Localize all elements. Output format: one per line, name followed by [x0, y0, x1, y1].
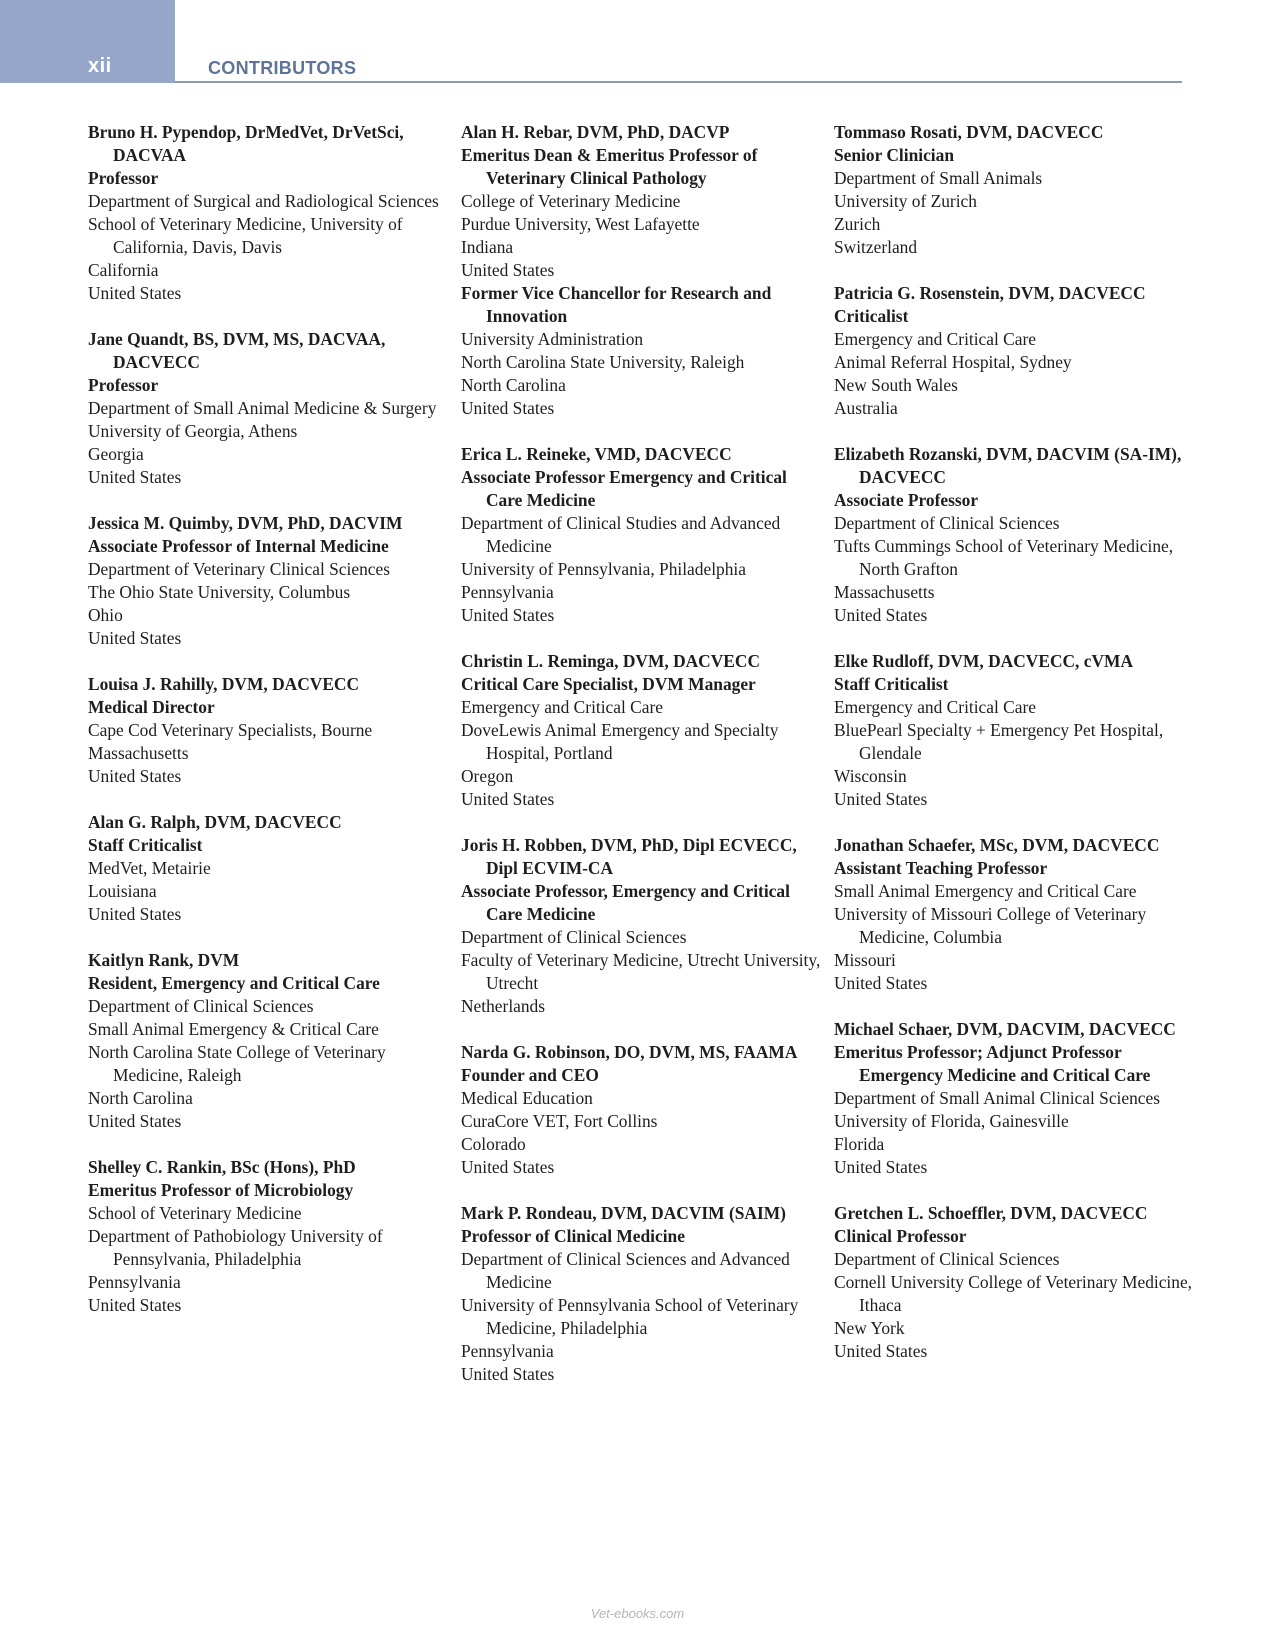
contributor-name: Michael Schaer, DVM, DACVIM, DACVECC — [834, 1019, 1176, 1039]
contributor-affiliation: United States — [834, 789, 928, 809]
contributor-entry — [88, 121, 453, 305]
contributor-affiliation: Cape Cod Veterinary Specialists, Bourne — [88, 720, 373, 740]
contributor-affiliation: Zurich — [834, 214, 881, 234]
contributor-affiliation: Ohio — [88, 605, 123, 625]
contributor-entry — [834, 834, 1199, 995]
contributor-affiliation: New York — [834, 1318, 905, 1338]
contributor-affiliation: Indiana — [461, 237, 514, 257]
contributor-affiliation: United States — [88, 1295, 182, 1315]
contributor-affiliation: Department of Small Animals — [834, 168, 1043, 188]
contributor-affiliation: United States — [834, 1157, 928, 1177]
contributor-affiliation: United States — [461, 398, 555, 418]
contributor-affiliation: Massachusetts — [834, 582, 935, 602]
contributor-affiliation: University of Pennsylvania School of Veterinary Medicine, Philadelphia — [461, 1295, 799, 1338]
contributor-position: Emeritus Professor of Microbiology — [88, 1180, 354, 1200]
contributor-entry — [461, 834, 826, 1018]
contributor-entry — [461, 650, 826, 811]
contributor-entry — [834, 443, 1199, 627]
contributor-position: Resident, Emergency and Critical Care — [88, 973, 380, 993]
contributor-affiliation: Emergency and Critical Care — [461, 697, 664, 717]
contributor-entry — [88, 949, 453, 1133]
contributor-entry — [834, 282, 1199, 420]
contributor-affiliation: DoveLewis Animal Emergency and Specialty Hospital, Portland — [461, 720, 779, 763]
contributor-affiliation: Tufts Cummings School of Veterinary Medicine, North Grafton — [834, 536, 1174, 579]
contributor-affiliation: Pennsylvania — [461, 582, 554, 602]
contributor-affiliation: BluePearl Specialty + Emergency Pet Hospital, Glendale — [834, 720, 1164, 763]
contributor-affiliation: Animal Referral Hospital, Sydney — [834, 352, 1072, 372]
contributor-position: Clinical Professor — [834, 1226, 967, 1246]
contributor-affiliation: School of Veterinary Medicine — [88, 1203, 302, 1223]
contributor-position: Professor — [88, 375, 159, 395]
contributor-affiliation: Department of Clinical Sciences and Advanced Medicine — [461, 1249, 790, 1292]
contributor-entry — [88, 512, 453, 650]
contributor-name: Elizabeth Rozanski, DVM, DACVIM (SA-IM), DACVECC — [834, 444, 1182, 487]
contributor-affiliation: North Carolina State University, Raleigh — [461, 352, 745, 372]
contributor-name: Christin L. Reminga, DVM, DACVECC — [461, 651, 761, 671]
contributor-entry — [461, 443, 826, 627]
contributor-position: Founder and CEO — [461, 1065, 599, 1085]
contributor-position: Associate Professor Emergency and Critical Care Medicine — [461, 467, 787, 510]
contributor-affiliation: United States — [834, 605, 928, 625]
contributor-affiliation: Wisconsin — [834, 766, 907, 786]
contributor-position: Associate Professor of Internal Medicine — [88, 536, 389, 556]
contributor-entry — [461, 1202, 826, 1386]
contributor-affiliation: United States — [88, 467, 182, 487]
contributor-affiliation: United States — [88, 766, 182, 786]
contributor-affiliation: Department of Small Animal Medicine & Surgery — [88, 398, 437, 418]
contributor-affiliation: Switzerland — [834, 237, 918, 257]
header-divider — [175, 81, 1182, 83]
contributor-name: Gretchen L. Schoeffler, DVM, DACVECC — [834, 1203, 1148, 1223]
contributor-affiliation: United States — [461, 789, 555, 809]
contributor-affiliation: Department of Small Animal Clinical Sciences — [834, 1088, 1160, 1108]
contributor-name: Jane Quandt, BS, DVM, MS, DACVAA, DACVECC — [88, 329, 386, 372]
contributor-name: Erica L. Reineke, VMD, DACVECC — [461, 444, 732, 464]
contributor-affiliation: Department of Clinical Sciences — [88, 996, 314, 1016]
contributor-affiliation: United States — [461, 260, 555, 280]
contributor-entry — [88, 811, 453, 926]
contributor-affiliation: United States — [88, 1111, 182, 1131]
contributor-affiliation: Small Animal Emergency and Critical Care — [834, 881, 1137, 901]
contributor-column-2 — [461, 121, 826, 1409]
contributor-affiliation: Colorado — [461, 1134, 526, 1154]
contributor-position: Criticalist — [834, 306, 909, 326]
contributor-affiliation: Department of Clinical Sciences — [461, 927, 687, 947]
contributor-affiliation: Department of Surgical and Radiological Sciences — [88, 191, 439, 211]
contributor-affiliation: Pennsylvania — [88, 1272, 181, 1292]
contributor-affiliation: Louisiana — [88, 881, 157, 901]
contributor-affiliation: Missouri — [834, 950, 896, 970]
contributor-affiliation: Oregon — [461, 766, 514, 786]
contributor-affiliation: MedVet, Metairie — [88, 858, 211, 878]
contributor-affiliation: Netherlands — [461, 996, 546, 1016]
contributor-affiliation: University of Georgia, Athens — [88, 421, 298, 441]
contributor-affiliation: Department of Clinical Sciences — [834, 513, 1060, 533]
contributor-affiliation: Georgia — [88, 444, 144, 464]
contributor-affiliation: Australia — [834, 398, 898, 418]
contributor-affiliation: North Carolina — [461, 375, 566, 395]
contributor-name: Alan G. Ralph, DVM, DACVECC — [88, 812, 342, 832]
contributor-affiliation: United States — [88, 283, 182, 303]
contributor-entry — [88, 673, 453, 788]
contributor-position: Staff Criticalist — [88, 835, 203, 855]
contributor-position: Senior Clinician — [834, 145, 954, 165]
contributor-position: Medical Director — [88, 697, 215, 717]
contributor-affiliation: United States — [461, 605, 555, 625]
contributor-affiliation: Emergency and Critical Care — [834, 697, 1037, 717]
contributor-entry — [88, 328, 453, 489]
contributor-position: Emeritus Professor; Adjunct Professor Emergency Medicine and Critical Care — [834, 1042, 1151, 1085]
contributor-name: Alan H. Rebar, DVM, PhD, DACVP — [461, 122, 730, 142]
contributor-affiliation: University of Pennsylvania, Philadelphia — [461, 559, 746, 579]
contributor-entry — [834, 1018, 1199, 1179]
contributor-affiliation: New South Wales — [834, 375, 958, 395]
contributor-affiliation: Pennsylvania — [461, 1341, 554, 1361]
contributor-affiliation: School of Veterinary Medicine, University of California, Davis, Davis — [88, 214, 403, 257]
contributor-affiliation: University of Missouri College of Veterinary Medicine, Columbia — [834, 904, 1147, 947]
contributor-entry — [461, 1041, 826, 1179]
contributor-affiliation: University of Florida, Gainesville — [834, 1111, 1069, 1131]
contributor-name: Jonathan Schaefer, MSc, DVM, DACVECC — [834, 835, 1160, 855]
contributor-position: Former Vice Chancellor for Research and Innovation — [461, 283, 772, 326]
contributor-affiliation: Department of Clinical Sciences — [834, 1249, 1060, 1269]
contributor-affiliation: California — [88, 260, 159, 280]
contributor-position: Professor — [88, 168, 159, 188]
contributor-affiliation: North Carolina — [88, 1088, 193, 1108]
contributor-affiliation: Cornell University College of Veterinary Medicine, Ithaca — [834, 1272, 1193, 1315]
contributor-name: Joris H. Robben, DVM, PhD, Dipl ECVECC, Dipl ECVIM-CA — [461, 835, 797, 878]
contributor-affiliation: United States — [88, 628, 182, 648]
contributor-affiliation: Department of Pathobiology University of Pennsylvania, Philadelphia — [88, 1226, 383, 1269]
contributor-position: Assistant Teaching Professor — [834, 858, 1048, 878]
contributor-affiliation: CuraCore VET, Fort Collins — [461, 1111, 658, 1131]
contributor-affiliation: North Carolina State College of Veterinary Medicine, Raleigh — [88, 1042, 386, 1085]
contributor-affiliation: University Administration — [461, 329, 644, 349]
contributor-affiliation: United States — [461, 1364, 555, 1384]
contributor-entry — [834, 1202, 1199, 1363]
contributor-affiliation: Medical Education — [461, 1088, 593, 1108]
contributor-affiliation: United States — [88, 904, 182, 924]
contributor-name: Jessica M. Quimby, DVM, PhD, DACVIM — [88, 513, 403, 533]
contributor-affiliation: University of Zurich — [834, 191, 977, 211]
contributor-position: Associate Professor — [834, 490, 979, 510]
contributor-affiliation: Faculty of Veterinary Medicine, Utrecht University, Utrecht — [461, 950, 821, 993]
contributor-affiliation: Florida — [834, 1134, 885, 1154]
contributor-name: Patricia G. Rosenstein, DVM, DACVECC — [834, 283, 1146, 303]
contributor-affiliation: Department of Clinical Studies and Advanced Medicine — [461, 513, 781, 556]
contributor-name: Tommaso Rosati, DVM, DACVECC — [834, 122, 1104, 142]
contributor-entry — [834, 121, 1199, 259]
contributor-column-3 — [834, 121, 1199, 1386]
contributor-name: Mark P. Rondeau, DVM, DACVIM (SAIM) — [461, 1203, 786, 1223]
watermark: Vet-ebooks.com — [590, 1606, 685, 1621]
page-number: xii — [88, 55, 112, 77]
contributor-affiliation: United States — [461, 1157, 555, 1177]
contributor-affiliation: Emergency and Critical Care — [834, 329, 1037, 349]
contributor-affiliation: College of Veterinary Medicine — [461, 191, 681, 211]
contributor-name: Elke Rudloff, DVM, DACVECC, cVMA — [834, 651, 1134, 671]
contributor-entry — [88, 1156, 453, 1317]
contributor-position: Professor of Clinical Medicine — [461, 1226, 685, 1246]
contributor-name: Bruno H. Pypendop, DrMedVet, DrVetSci, DACVAA — [88, 122, 404, 165]
contributor-position: Associate Professor, Emergency and Critical Care Medicine — [461, 881, 790, 924]
contributor-affiliation: Small Animal Emergency & Critical Care — [88, 1019, 379, 1039]
contributor-affiliation: Purdue University, West Lafayette — [461, 214, 700, 234]
contributor-column-1 — [88, 121, 453, 1340]
contributor-position: Staff Criticalist — [834, 674, 949, 694]
contributor-name: Louisa J. Rahilly, DVM, DACVECC — [88, 674, 360, 694]
contributor-affiliation: United States — [834, 973, 928, 993]
contributor-entry — [461, 121, 826, 420]
contributor-name: Kaitlyn Rank, DVM — [88, 950, 240, 970]
contributor-position: Emeritus Dean & Emeritus Professor of Veterinary Clinical Pathology — [461, 145, 758, 188]
contributor-affiliation: The Ohio State University, Columbus — [88, 582, 351, 602]
contributor-entry — [834, 650, 1199, 811]
section-title: CONTRIBUTORS — [208, 58, 357, 78]
contributor-position: Critical Care Specialist, DVM Manager — [461, 674, 756, 694]
contributor-affiliation: Massachusetts — [88, 743, 189, 763]
contributor-affiliation: Department of Veterinary Clinical Sciences — [88, 559, 390, 579]
contributor-name: Shelley C. Rankin, BSc (Hons), PhD — [88, 1157, 356, 1177]
contributor-name: Narda G. Robinson, DO, DVM, MS, FAAMA — [461, 1042, 798, 1062]
contributor-affiliation: United States — [834, 1341, 928, 1361]
